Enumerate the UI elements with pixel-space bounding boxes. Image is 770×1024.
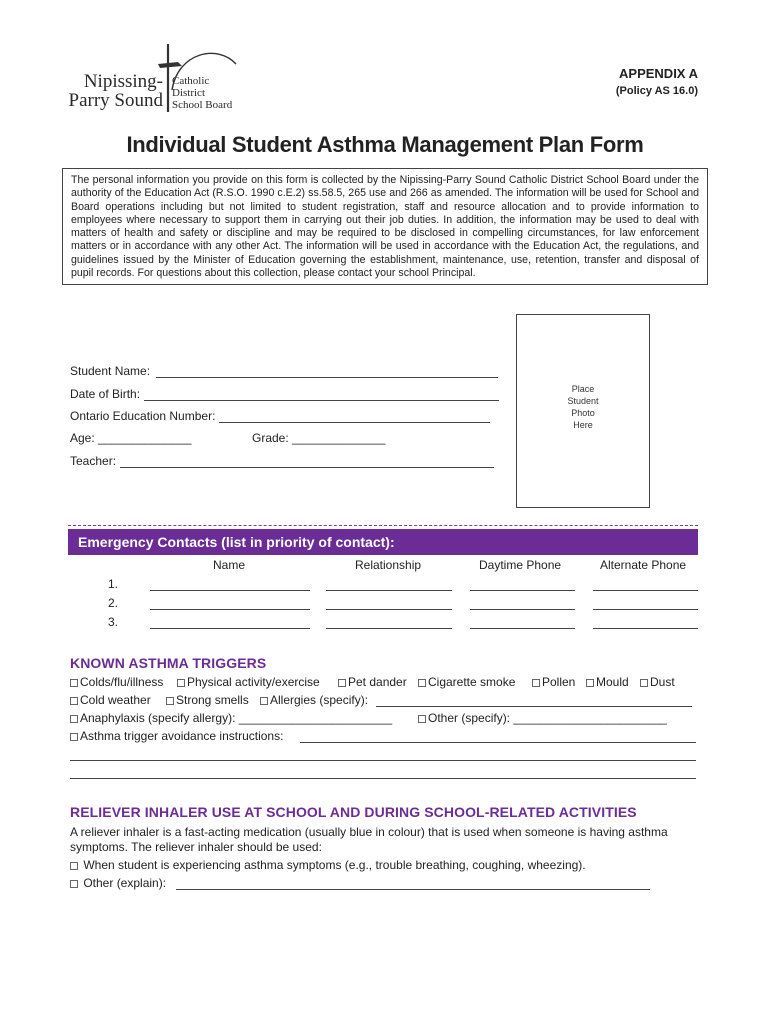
checkbox-icon[interactable]: [418, 679, 426, 687]
dob-field: [70, 387, 499, 401]
dob-label: Date of Birth:: [70, 387, 141, 401]
appendix-title: APPENDIX A: [619, 66, 698, 81]
trigger-mould[interactable]: [586, 675, 629, 689]
contact-2-daytime-input[interactable]: [470, 609, 575, 610]
trigger-label: Cold weather: [80, 693, 151, 707]
avoidance-input-line[interactable]: [70, 778, 696, 779]
trigger-physical-activity[interactable]: [177, 675, 320, 689]
checkbox-icon[interactable]: [70, 862, 78, 870]
student-name-label: Student Name:: [70, 364, 151, 378]
trigger-label: Strong smells: [176, 693, 249, 707]
reliever-option-symptoms[interactable]: [70, 858, 586, 872]
allergies-specify-input[interactable]: [376, 706, 692, 707]
checkbox-icon[interactable]: [70, 715, 78, 723]
column-name: Name: [213, 558, 246, 572]
contact-2-alternate-input[interactable]: [593, 609, 698, 610]
contact-3-name-input[interactable]: [150, 628, 310, 629]
checkbox-icon[interactable]: [586, 679, 594, 687]
grade-field[interactable]: [252, 431, 385, 445]
column-alternate-phone: Alternate Phone: [600, 558, 687, 572]
checkbox-icon[interactable]: [166, 697, 174, 705]
contact-1-name-input[interactable]: [150, 590, 310, 591]
student-name-input[interactable]: [156, 366, 498, 378]
trigger-pet-dander[interactable]: [338, 675, 407, 689]
checkbox-icon[interactable]: [70, 697, 78, 705]
contact-row-number: 1.: [108, 577, 119, 591]
trigger-label: Pollen: [542, 675, 576, 689]
trigger-label: Physical activity/exercise: [187, 675, 320, 689]
logo-name-line1: Nipissing-: [83, 71, 163, 92]
trigger-label: Allergies (specify):: [270, 693, 369, 707]
checkbox-icon[interactable]: [70, 679, 78, 687]
oen-field: [70, 409, 490, 423]
option-label: When student is experiencing asthma symptoms (e.g., trouble breathing, coughing, wheezing).: [83, 858, 586, 872]
option-label: Other (explain):: [83, 876, 167, 890]
logo-board-line2: District: [172, 87, 205, 99]
teacher-input[interactable]: [120, 456, 494, 468]
trigger-label: Anaphylaxis (specify allergy): _______________________: [80, 711, 393, 725]
logo-board-line3: School Board: [172, 99, 233, 111]
contact-1-daytime-input[interactable]: [470, 590, 575, 591]
column-relationship: Relationship: [355, 558, 422, 572]
photo-line: Photo: [571, 408, 595, 418]
avoidance-input[interactable]: [300, 742, 696, 743]
trigger-label: Asthma trigger avoidance instructions:: [80, 729, 284, 743]
logo-board-line1: Catholic: [172, 75, 210, 87]
contact-3-alternate-input[interactable]: [593, 628, 698, 629]
age-label: Age: ______________: [70, 431, 192, 445]
photo-line: Here: [573, 420, 593, 430]
trigger-cigarette-smoke[interactable]: [418, 675, 515, 689]
emergency-contacts-heading: Emergency Contacts (list in priority of contact):: [68, 529, 698, 555]
checkbox-icon[interactable]: [260, 697, 268, 705]
grade-label: Grade: ______________: [252, 431, 386, 445]
page-title: Individual Student Asthma Management Plan Form: [126, 132, 644, 157]
photo-line: Student: [567, 396, 599, 406]
checkbox-icon[interactable]: [640, 679, 648, 687]
triggers-heading: KNOWN ASTHMA TRIGGERS: [70, 655, 267, 671]
contact-2-relationship-input[interactable]: [326, 609, 452, 610]
privacy-notice: The personal information you provide on this form is collected by the Nipissing-Parry Sound Catholic District School Board under the authority of the Education Act (R.S.O. 1990 c.E.2) ss.58.5, 265 use and 266 as amended. The information will be used for School and Board operations including but not limited to student registration, staff and resource allocation and to provide information to employees where necessary to support them in carrying out their job duties. In addition, the information may be used to deal with matters of health and safety or discipline and may be required to be disclosed in compelling circumstances, for law enforcement matters or in accordance with any other Act. The information will be used in accordance with the Education Act, the regulations, and guidelines issued by the Minister of Education governing the establishment, maintenance, use, retention, transfer and disposal of pupil records. For questions about this collection, please contact your school Principal.: [62, 168, 708, 285]
contact-2-name-input[interactable]: [150, 609, 310, 610]
contact-row-number: 3.: [108, 615, 119, 629]
logo-name: [60, 72, 163, 110]
student-name-field: [70, 364, 498, 378]
trigger-allergies[interactable]: [260, 693, 368, 707]
checkbox-icon[interactable]: [418, 715, 426, 723]
reliever-heading: RELIEVER INHALER USE AT SCHOOL AND DURING SCHOOL-RELATED ACTIVITIES: [70, 804, 637, 820]
teacher-field: [70, 454, 494, 468]
oen-label: Ontario Education Number:: [70, 409, 216, 423]
contact-3-daytime-input[interactable]: [470, 628, 575, 629]
trigger-colds[interactable]: [70, 675, 163, 689]
checkbox-icon[interactable]: [338, 679, 346, 687]
avoidance-input-line[interactable]: [70, 760, 696, 761]
student-photo-box[interactable]: [516, 314, 650, 508]
trigger-label: Mould: [596, 675, 629, 689]
contact-row-number: 2.: [108, 596, 119, 610]
dob-input[interactable]: [144, 389, 499, 401]
photo-placeholder-text: [517, 383, 649, 431]
logo-name-line2: Parry Sound: [68, 90, 163, 111]
checkbox-icon[interactable]: [70, 880, 78, 888]
contact-1-alternate-input[interactable]: [593, 590, 698, 591]
trigger-cold-weather[interactable]: [70, 693, 151, 707]
reliever-option-other[interactable]: [70, 876, 166, 890]
trigger-strong-smells[interactable]: [166, 693, 249, 707]
photo-line: Place: [571, 384, 595, 394]
trigger-label: Other (specify): _______________________: [428, 711, 667, 725]
contact-1-relationship-input[interactable]: [326, 590, 452, 591]
policy-reference: (Policy AS 16.0): [615, 85, 698, 97]
trigger-label: Pet dander: [348, 675, 407, 689]
reliever-other-input[interactable]: [176, 889, 650, 890]
trigger-other[interactable]: [418, 711, 667, 725]
trigger-dust[interactable]: [640, 675, 675, 689]
oen-input[interactable]: [219, 411, 490, 423]
trigger-label: Colds/flu/illness: [80, 675, 164, 689]
trigger-label: Cigarette smoke: [428, 675, 516, 689]
trigger-avoidance[interactable]: [70, 729, 283, 743]
column-daytime-phone: Daytime Phone: [479, 558, 562, 572]
teacher-label: Teacher:: [70, 454, 117, 468]
board-logo: [60, 42, 250, 114]
age-field[interactable]: [70, 431, 191, 445]
trigger-anaphylaxis[interactable]: [70, 711, 392, 725]
reliever-intro: A reliever inhaler is a fast-acting medication (usually blue in colour) that is used when someone is having asthma symptoms. The reliever inhaler should be used:: [70, 825, 668, 854]
checkbox-icon[interactable]: [532, 679, 540, 687]
trigger-label: Dust: [650, 675, 675, 689]
trigger-pollen[interactable]: [532, 675, 575, 689]
checkbox-icon[interactable]: [177, 679, 185, 687]
checkbox-icon[interactable]: [70, 733, 78, 741]
logo-board-text: [172, 75, 232, 111]
contact-3-relationship-input[interactable]: [326, 628, 452, 629]
appendix-label: [616, 66, 698, 97]
